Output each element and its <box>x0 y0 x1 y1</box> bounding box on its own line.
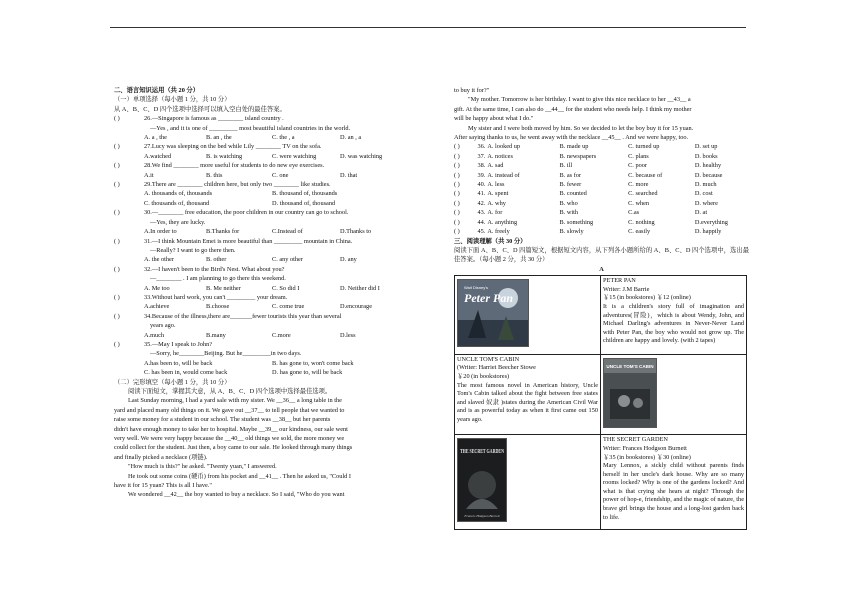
option: A. thousands of, thousands <box>144 190 213 198</box>
multiple-choice-list <box>114 114 404 377</box>
passage-line: raise some money for a student in our school. The student was __38__ but her parents <box>114 416 331 424</box>
option: C. So did I <box>272 284 300 292</box>
book-price: ￥20 (in bookstores) <box>457 372 510 380</box>
cloze-option-row <box>454 161 749 170</box>
option: D. set up <box>694 143 718 151</box>
instructions: 阅读下面 A、B、C、D 四篇短文，根据短文内容，从下列各小题所给的 A、B、C、D 四个选项中，选出最佳答案。（每小题 2 分，共 30 分） <box>454 246 749 264</box>
cloze-option-row <box>454 208 749 217</box>
option: C.more <box>272 331 291 339</box>
option: B. newspapers <box>559 152 597 160</box>
cloze-options <box>454 142 749 236</box>
option: A. notices <box>487 152 513 160</box>
option: A. a , the <box>144 134 167 142</box>
book-price: ￥15 (in bookstores) ￥12 (online) <box>603 294 691 302</box>
instructions: 从 A、B、C、D 四个选项中选择可以填入空白处的最佳答案。 <box>114 105 286 113</box>
book-cover-cell <box>601 354 747 435</box>
book-description: It is a children's story full of imagination and adventures(冒险)，which is about Wendy, John, and Michael Darling's adventures in Never-Never Land with Peter Pan, the boy who would not grow up. The children are happy and lovely. (with 2 tapes) <box>603 302 744 345</box>
question-text: Without hard work, you can't _________ your dream. <box>151 293 288 301</box>
option: D. that <box>340 171 358 179</box>
option: B.Thanks for <box>206 228 240 236</box>
question-text: We find ________ more useful for students to do new eye exercises. <box>151 162 325 170</box>
passage-line: We wondered __42__ the boy wanted to buy a necklace. So I said, "Who do you want <box>128 491 345 499</box>
option: B. with <box>559 209 579 217</box>
option: A. the other <box>144 256 174 264</box>
question-number: 45 <box>477 228 484 236</box>
book-writer: (Writer: Harriet Beecher Stowe <box>457 364 536 372</box>
cloze-option-row <box>454 171 749 180</box>
question-number: 26 <box>144 115 151 123</box>
question-number: 29 <box>144 181 151 189</box>
option: D. much <box>694 181 717 189</box>
cover-title: UNCLE TOM'S CABIN <box>606 363 654 369</box>
question-separator: . <box>483 152 486 160</box>
option: D. any <box>340 256 357 264</box>
option-row <box>114 359 404 368</box>
question-separator: . <box>150 115 152 123</box>
option: C.Instead of <box>272 228 303 236</box>
passage-line: yard and placed many old things on it. We gave out __37__ to tell people that we wanted to <box>114 406 345 414</box>
question-number: 35 <box>144 340 151 348</box>
option: B. has gone to, won't come back <box>272 359 354 367</box>
option: C. nothing <box>628 218 655 226</box>
secret-garden-cover-image <box>457 438 507 522</box>
question-text-continued: —Sorry, he________Beijing. But he_________in two days. <box>150 350 302 358</box>
option: C. one <box>272 171 289 179</box>
option-row <box>114 199 404 208</box>
option: B. this <box>206 171 223 179</box>
question-separator: . <box>483 199 486 207</box>
question-stem <box>114 312 404 321</box>
option-row <box>114 368 404 377</box>
option: A. for <box>487 209 503 217</box>
question-number: 42 <box>477 199 484 207</box>
book-info-cell <box>601 276 747 355</box>
section-title: 三、阅读理解（共 30 分） <box>454 237 527 245</box>
question-separator: . <box>483 171 486 179</box>
option: C. any other <box>272 256 303 264</box>
cover-top-text: Walt Disney's <box>464 285 488 291</box>
cover-title: THE SECRET GARDEN <box>460 449 505 456</box>
cover-title: Peter Pan <box>464 291 513 306</box>
option: A. spent <box>487 190 509 198</box>
option: C. poor <box>628 162 647 170</box>
right-column <box>454 86 749 530</box>
question-number: 33 <box>144 293 151 301</box>
option-row <box>114 331 404 340</box>
instructions: 阅读下面短文，掌握其大意，从 A、B、C、D 四个选项中选择最佳选项。 <box>128 388 332 395</box>
option: B. counted <box>559 190 587 198</box>
question-text-continued: —Really? I want to go there then. <box>150 246 236 254</box>
answer-bracket: ( ) <box>454 171 460 179</box>
option: C. when <box>628 199 650 207</box>
book-title: UNCLE TOM'S CABIN <box>457 355 520 363</box>
answer-bracket: ( ) <box>114 293 120 301</box>
answer-bracket: ( ) <box>454 162 460 170</box>
option: B. made up <box>559 143 589 151</box>
option: A.achieve <box>144 303 170 311</box>
book-title: THE SECRET GARDEN <box>603 436 668 444</box>
book-info-cell <box>455 354 601 435</box>
option: C. because of <box>628 171 663 179</box>
book-price: ￥35 (in bookstores) ￥30 (online) <box>603 453 691 461</box>
question-number: 27 <box>144 143 151 151</box>
question-text: —I haven't been to the Bird's Nest. What about you? <box>151 265 285 273</box>
cover-author: Frances Hodgson Burnett <box>464 514 500 519</box>
option: D. an , a <box>340 134 362 142</box>
passage-line: My sister and I were both moved by him. So we decided to let the boy buy it for 15 yuan. <box>468 124 694 132</box>
header-rule <box>110 27 746 28</box>
option: A. anything <box>487 218 518 226</box>
answer-bracket: ( ) <box>114 143 120 151</box>
option: B. is watching <box>206 152 243 160</box>
question-stem <box>114 180 404 189</box>
option: C.as <box>628 209 640 217</box>
book-description: Mary Lennox, a sickly child without parents finds herself in her uncle's dark house. Why are so many rooms locked? Why is one of the gardens locked? And what is that crying she hears at night? Through the power of hop-e, friendship, and the magic of nature, the brave girl brings the house and a long-lost garden back to life. <box>603 462 744 521</box>
question-text: —I think Mountain Emei is more beautiful than _________ mountain in China. <box>151 237 353 245</box>
option: A. why <box>487 199 506 207</box>
peter-pan-cover-image <box>457 279 529 347</box>
cloze-passage <box>114 396 404 499</box>
book-writer: Writer: J.M Barrie <box>603 285 650 293</box>
option: B. other <box>206 256 227 264</box>
option: A. sad <box>487 162 504 170</box>
option: D. Neither did I <box>340 284 380 292</box>
option: C. were watching <box>272 152 317 160</box>
passage-line: and finally picked a necklace (项链). <box>114 453 208 461</box>
option: A. freely <box>487 228 510 236</box>
option-row <box>114 255 404 264</box>
option: A. instead of <box>487 171 520 179</box>
question-number: 28 <box>144 162 151 170</box>
option: D. has gone to, will be back <box>272 369 343 377</box>
question-number: 36 <box>477 143 484 151</box>
option: A.has been to, will be back <box>144 359 213 367</box>
passage-label: A <box>599 265 604 273</box>
option: B. as for <box>559 171 582 179</box>
option: A.it <box>144 171 154 179</box>
passage-line: could collect for the student. Just then, a boy came to our sale. He looked through many things <box>114 444 353 452</box>
answer-bracket: ( ) <box>454 143 460 151</box>
question-separator: . <box>150 162 152 170</box>
option: C. thousands of, thousand <box>144 199 210 207</box>
cloze-option-row <box>454 180 749 189</box>
option: A. less <box>487 181 505 189</box>
answer-bracket: ( ) <box>114 209 120 217</box>
question-separator: . <box>483 228 486 236</box>
option-row <box>114 171 404 180</box>
question-number: 37 <box>477 152 484 160</box>
question-separator: . <box>483 143 486 151</box>
cloze-option-row <box>454 199 749 208</box>
question-number: 43 <box>477 209 484 217</box>
answer-bracket: ( ) <box>114 312 120 320</box>
question-separator: . <box>483 162 486 170</box>
option: D.less <box>340 331 356 339</box>
option: D.Thanks to <box>340 228 372 236</box>
question-stem <box>114 142 404 151</box>
option: B. thousand of, thousands <box>272 190 338 198</box>
option: C. easily <box>628 228 651 236</box>
option-row <box>114 302 404 311</box>
question-stem <box>114 114 404 123</box>
cloze-option-row <box>454 189 749 198</box>
option: B. slowly <box>559 228 584 236</box>
option-row <box>114 133 404 142</box>
option-row <box>114 227 404 236</box>
question-number: 41 <box>477 190 484 198</box>
question-separator: . <box>150 293 152 301</box>
question-stem <box>114 208 404 217</box>
cloze-option-row <box>454 227 749 236</box>
question-number: 38 <box>477 162 484 170</box>
part-title: （一）单项选择（每小题 1 分，共 10 分） <box>114 96 231 104</box>
question-number: 32 <box>144 265 151 273</box>
passage-line: didn't have enough money to take her to hospital. Maybe __39__ our kindness, our sale went <box>114 425 348 433</box>
question-text: Lucy was sleeping on the bed while Lily ________ TV on the sofa. <box>151 143 322 151</box>
book-cover-cell <box>455 276 601 355</box>
option: B. an , the <box>206 134 232 142</box>
option: B. ill <box>559 162 573 170</box>
cloze-passage-continued <box>454 86 749 142</box>
book-info-cell <box>601 435 747 530</box>
option: A. Me too <box>144 284 170 292</box>
answer-bracket: ( ) <box>454 218 460 226</box>
option: D.everything <box>694 218 728 226</box>
option: D. healthy <box>694 162 722 170</box>
question-separator: . <box>483 218 486 226</box>
section-title: 二、语言知识运用（共 20 分） <box>114 87 200 94</box>
question-separator: . <box>150 265 152 273</box>
passage-line: He took out some coins (硬币) from his pocket and __41__ . Then he asked us, "Could I <box>128 472 351 480</box>
question-text-continued: —Yes, they are lucky. <box>150 218 206 226</box>
answer-bracket: ( ) <box>454 199 460 207</box>
option: D. because <box>694 171 723 179</box>
option: C. plans <box>628 152 649 160</box>
question-separator: . <box>483 181 486 189</box>
option: A.much <box>144 331 165 339</box>
question-text-continued: years ago. <box>150 322 176 330</box>
answer-bracket: ( ) <box>114 115 120 123</box>
option: B. something <box>559 218 594 226</box>
book-title: PETER PAN <box>603 277 636 285</box>
question-text: Because of the illness,there are_______fewer tourists this year than several <box>151 312 342 320</box>
question-text: —May I speak to John? <box>151 340 213 348</box>
option: C. the , a <box>272 134 295 142</box>
option: D. thousand of, thousand <box>272 199 336 207</box>
question-text: —Singapore is famous as ________ island country . <box>151 115 284 123</box>
question-number: 44 <box>477 218 484 226</box>
passage-line: After saying thanks to us, he went away with the necklace __45__ . And we were happy, too. <box>454 134 689 142</box>
left-column <box>114 86 404 500</box>
option: D. books <box>694 152 718 160</box>
cloze-option-row <box>454 218 749 227</box>
option: B. fewer <box>559 181 582 189</box>
answer-bracket: ( ) <box>454 181 460 189</box>
option: D.encourage <box>340 303 372 311</box>
question-separator: . <box>150 209 152 217</box>
question-number: 31 <box>144 237 151 245</box>
option: B.many <box>206 331 226 339</box>
option: D. happily <box>694 228 722 236</box>
option: D. was watching <box>340 152 383 160</box>
option: B. who <box>559 199 578 207</box>
answer-bracket: ( ) <box>454 190 460 198</box>
book-writer: Writer: Frances Hodgson Burnett <box>603 444 687 452</box>
question-number: 34 <box>144 312 151 320</box>
question-separator: . <box>483 190 486 198</box>
option: A. looked up <box>487 143 521 151</box>
passage-line: "How much is this?" he asked. "Twenty yuan," I answered. <box>128 463 277 471</box>
question-text: There are ________ children here, but only two ________ like studies. <box>151 181 331 189</box>
option: C. has been in, would come back <box>144 369 228 377</box>
answer-bracket: ( ) <box>454 152 460 160</box>
answer-bracket: ( ) <box>114 265 120 273</box>
question-stem <box>114 161 404 170</box>
option-row <box>114 152 404 161</box>
question-stem <box>114 293 404 302</box>
passage-line: "My mother. Tomorrow is her birthday. I want to give this nice necklace to her __43__ a <box>468 96 691 104</box>
answer-bracket: ( ) <box>114 237 120 245</box>
answer-bracket: ( ) <box>114 181 120 189</box>
question-stem <box>114 340 404 349</box>
question-separator: . <box>150 143 152 151</box>
question-stem <box>114 265 404 274</box>
question-separator: . <box>150 181 152 189</box>
option: D. cost <box>694 190 713 198</box>
question-text: —________ free education, the poor children in our country can go to school. <box>151 209 349 217</box>
option: A.watched <box>144 152 172 160</box>
option-row <box>114 284 404 293</box>
option-row <box>114 189 404 198</box>
option: D. where <box>694 199 718 207</box>
passage-line: Last Sunday morning, I had a yard sale with my sister. We __36__ a long table in the <box>128 397 342 405</box>
passage-line: very well. We were very happy because the __40__ old things we sold, the more money we <box>114 435 345 443</box>
option: B.choose <box>206 303 230 311</box>
option: C. come true <box>272 303 305 311</box>
question-separator: . <box>483 209 486 217</box>
option: D. at <box>694 209 708 217</box>
book-cover-cell <box>455 435 601 530</box>
passage-line: gift. At the same time, I can also do __44__ for the student who needs help. I think my mother <box>454 105 692 113</box>
option: C. searched <box>628 190 658 198</box>
question-text-continued: —________ . I am planning to go there this weekend. <box>150 275 286 283</box>
answer-bracket: ( ) <box>454 228 460 236</box>
answer-bracket: ( ) <box>454 209 460 217</box>
question-text-continued: —Yes , and it is one of _________ most beautiful island countries in the world. <box>150 124 351 132</box>
passage-line: have it for 15 yuan? This is all I have." <box>114 482 212 490</box>
part-title: （二）完形填空（每小题 1 分，共 10 分） <box>114 378 231 386</box>
question-number: 40 <box>477 181 484 189</box>
option: A.In order to <box>144 228 177 236</box>
cloze-option-row <box>454 152 749 161</box>
book-ads-table <box>454 275 747 530</box>
cloze-option-row <box>454 142 749 151</box>
answer-bracket: ( ) <box>114 340 120 348</box>
answer-bracket: ( ) <box>114 162 120 170</box>
uncle-toms-cabin-cover-image <box>603 358 657 428</box>
passage-line: to buy it for?" <box>454 87 490 94</box>
option: C. turned up <box>628 143 660 151</box>
question-separator: . <box>150 340 152 348</box>
question-number: 30 <box>144 209 151 217</box>
question-separator: . <box>150 237 152 245</box>
question-stem <box>114 237 404 246</box>
option: B. Me neither <box>206 284 241 292</box>
option: C. more <box>628 181 649 189</box>
passage-line: will be happy about what I do." <box>454 115 534 123</box>
book-description: The most famous novel in American history, Uncle Tom's Cabin talked about the fight between free states and slaved 奴隶 )states during the American Civil War and is as powerful today as when it first came out 150 years ago. <box>457 381 598 423</box>
question-separator: . <box>150 312 152 320</box>
question-number: 39 <box>477 171 484 179</box>
